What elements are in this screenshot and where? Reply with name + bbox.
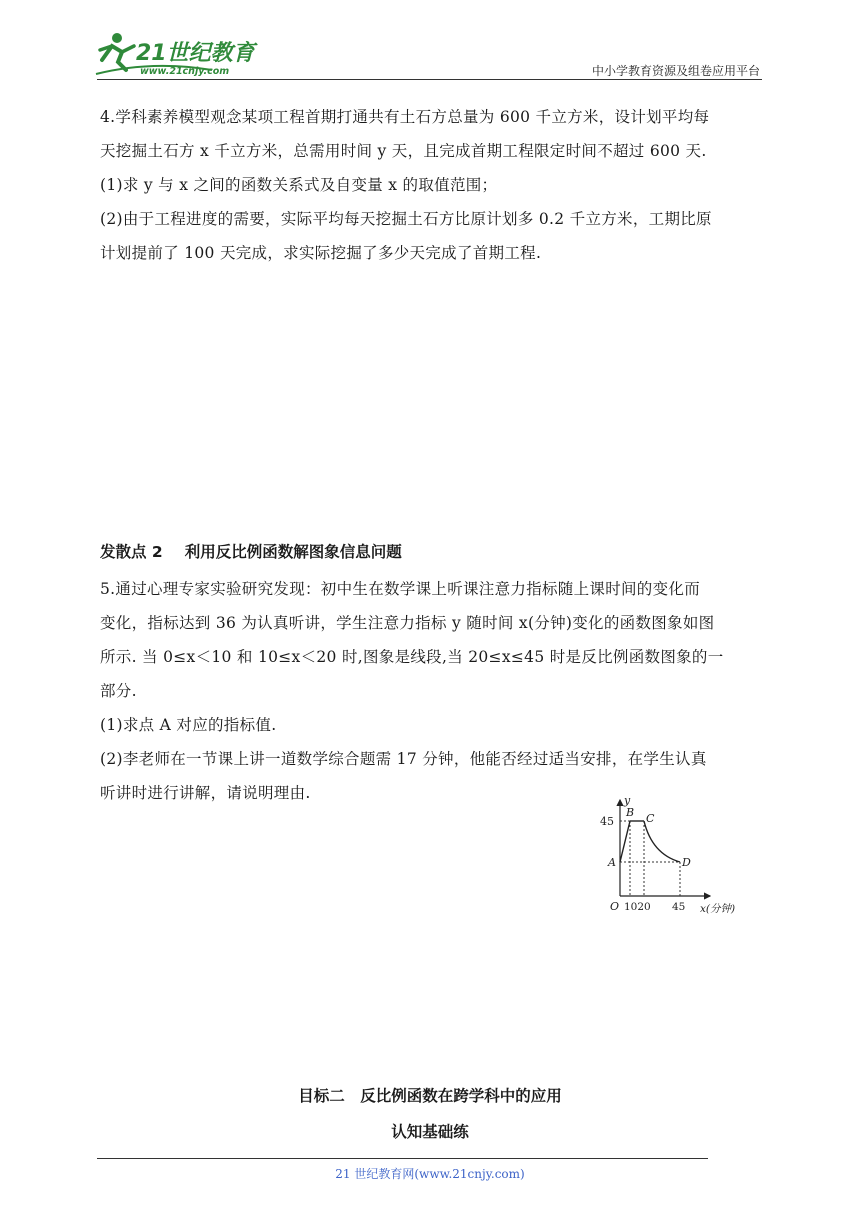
point-a-label: A	[608, 856, 616, 869]
y-tick-45: 45	[600, 815, 614, 828]
x-ticks-10-20: 1020	[624, 901, 651, 913]
problem-5-question-2-line-1: (2)李老师在一节课上讲一道数学综合题需 17 分钟，他能否经过适当安排，在学生认真	[100, 750, 707, 768]
problem-4	[100, 100, 762, 270]
problem-4-question-2-line-1: (2)由于工程进度的需要，实际平均每天挖掘土石方比原计划多 0.2 千立方米，工期比原	[100, 210, 712, 228]
point-c-label: C	[646, 812, 655, 825]
goal-2-title: 目标二 反比例函数在跨学科中的应用	[298, 1087, 562, 1105]
problem-5-question-1: (1)求点 A 对应的指标值.	[100, 716, 277, 734]
header-platform-name: 中小学教育资源及组卷应用平台	[591, 64, 760, 78]
x-axis-label: x(分钟)	[700, 903, 736, 915]
logo-url: www.21cnjy.com	[140, 66, 230, 77]
problem-5	[100, 572, 762, 810]
section-label: 发散点 2	[100, 543, 163, 561]
logo-21cnjy	[92, 30, 262, 78]
curve-segment-ab	[620, 821, 630, 862]
point-b-label: B	[626, 806, 635, 819]
problem-5-question-2-line-2: 听讲时进行讲解，请说明理由.	[100, 784, 311, 802]
problem-5-line-3: 所示. 当 0≤x＜10 和 10≤x＜20 时,图象是线段,当 20≤x≤45 时是反比例函数图象的一	[100, 648, 724, 666]
problem-5-line-4: 部分.	[100, 682, 137, 700]
header-rule	[97, 79, 762, 80]
problem-5-line-1: 5.通过心理专家实验研究发现：初中生在数学课上听课注意力指标随上课时间的变化而	[100, 580, 700, 598]
origin-label: O	[610, 900, 620, 913]
attention-graph	[594, 794, 754, 920]
problem-4-stem-1: 4.学科素养模型观念某项工程首期打通共有土石方总量为 600 千立方米，设计划平均每	[100, 108, 710, 126]
section-title: 利用反比例函数解图象信息问题	[184, 543, 402, 561]
logo-text: 21世纪教育	[136, 41, 255, 66]
footer-rule	[97, 1158, 708, 1159]
y-axis-label: y	[624, 794, 631, 807]
footer-site-link[interactable]: 21 世纪教育网(www.21cnjy.com)	[335, 1167, 525, 1181]
problem-4-question-1: (1)求 y 与 x 之间的函数关系式及自变量 x 的取值范围；	[100, 176, 498, 194]
problem-4-question-2-line-2: 计划提前了 100 天完成，求实际挖掘了多少天完成了首期工程.	[100, 244, 542, 262]
section-heading	[100, 540, 402, 562]
curve-hyperbola-cd	[644, 821, 680, 862]
problem-4-stem-2: 天挖掘土石方 x 千立方米，总需用时间 y 天，且完成首期工程限定时间不超过 600 天.	[100, 142, 707, 160]
point-d-label: D	[682, 856, 691, 869]
x-tick-45: 45	[672, 901, 686, 913]
goal-2-subtitle: 认知基础练	[391, 1123, 469, 1141]
page-header	[0, 0, 860, 90]
problem-5-line-2: 变化，指标达到 36 为认真听讲，学生注意力指标 y 随时间 x(分钟)变化的函数图象如图	[100, 614, 715, 632]
